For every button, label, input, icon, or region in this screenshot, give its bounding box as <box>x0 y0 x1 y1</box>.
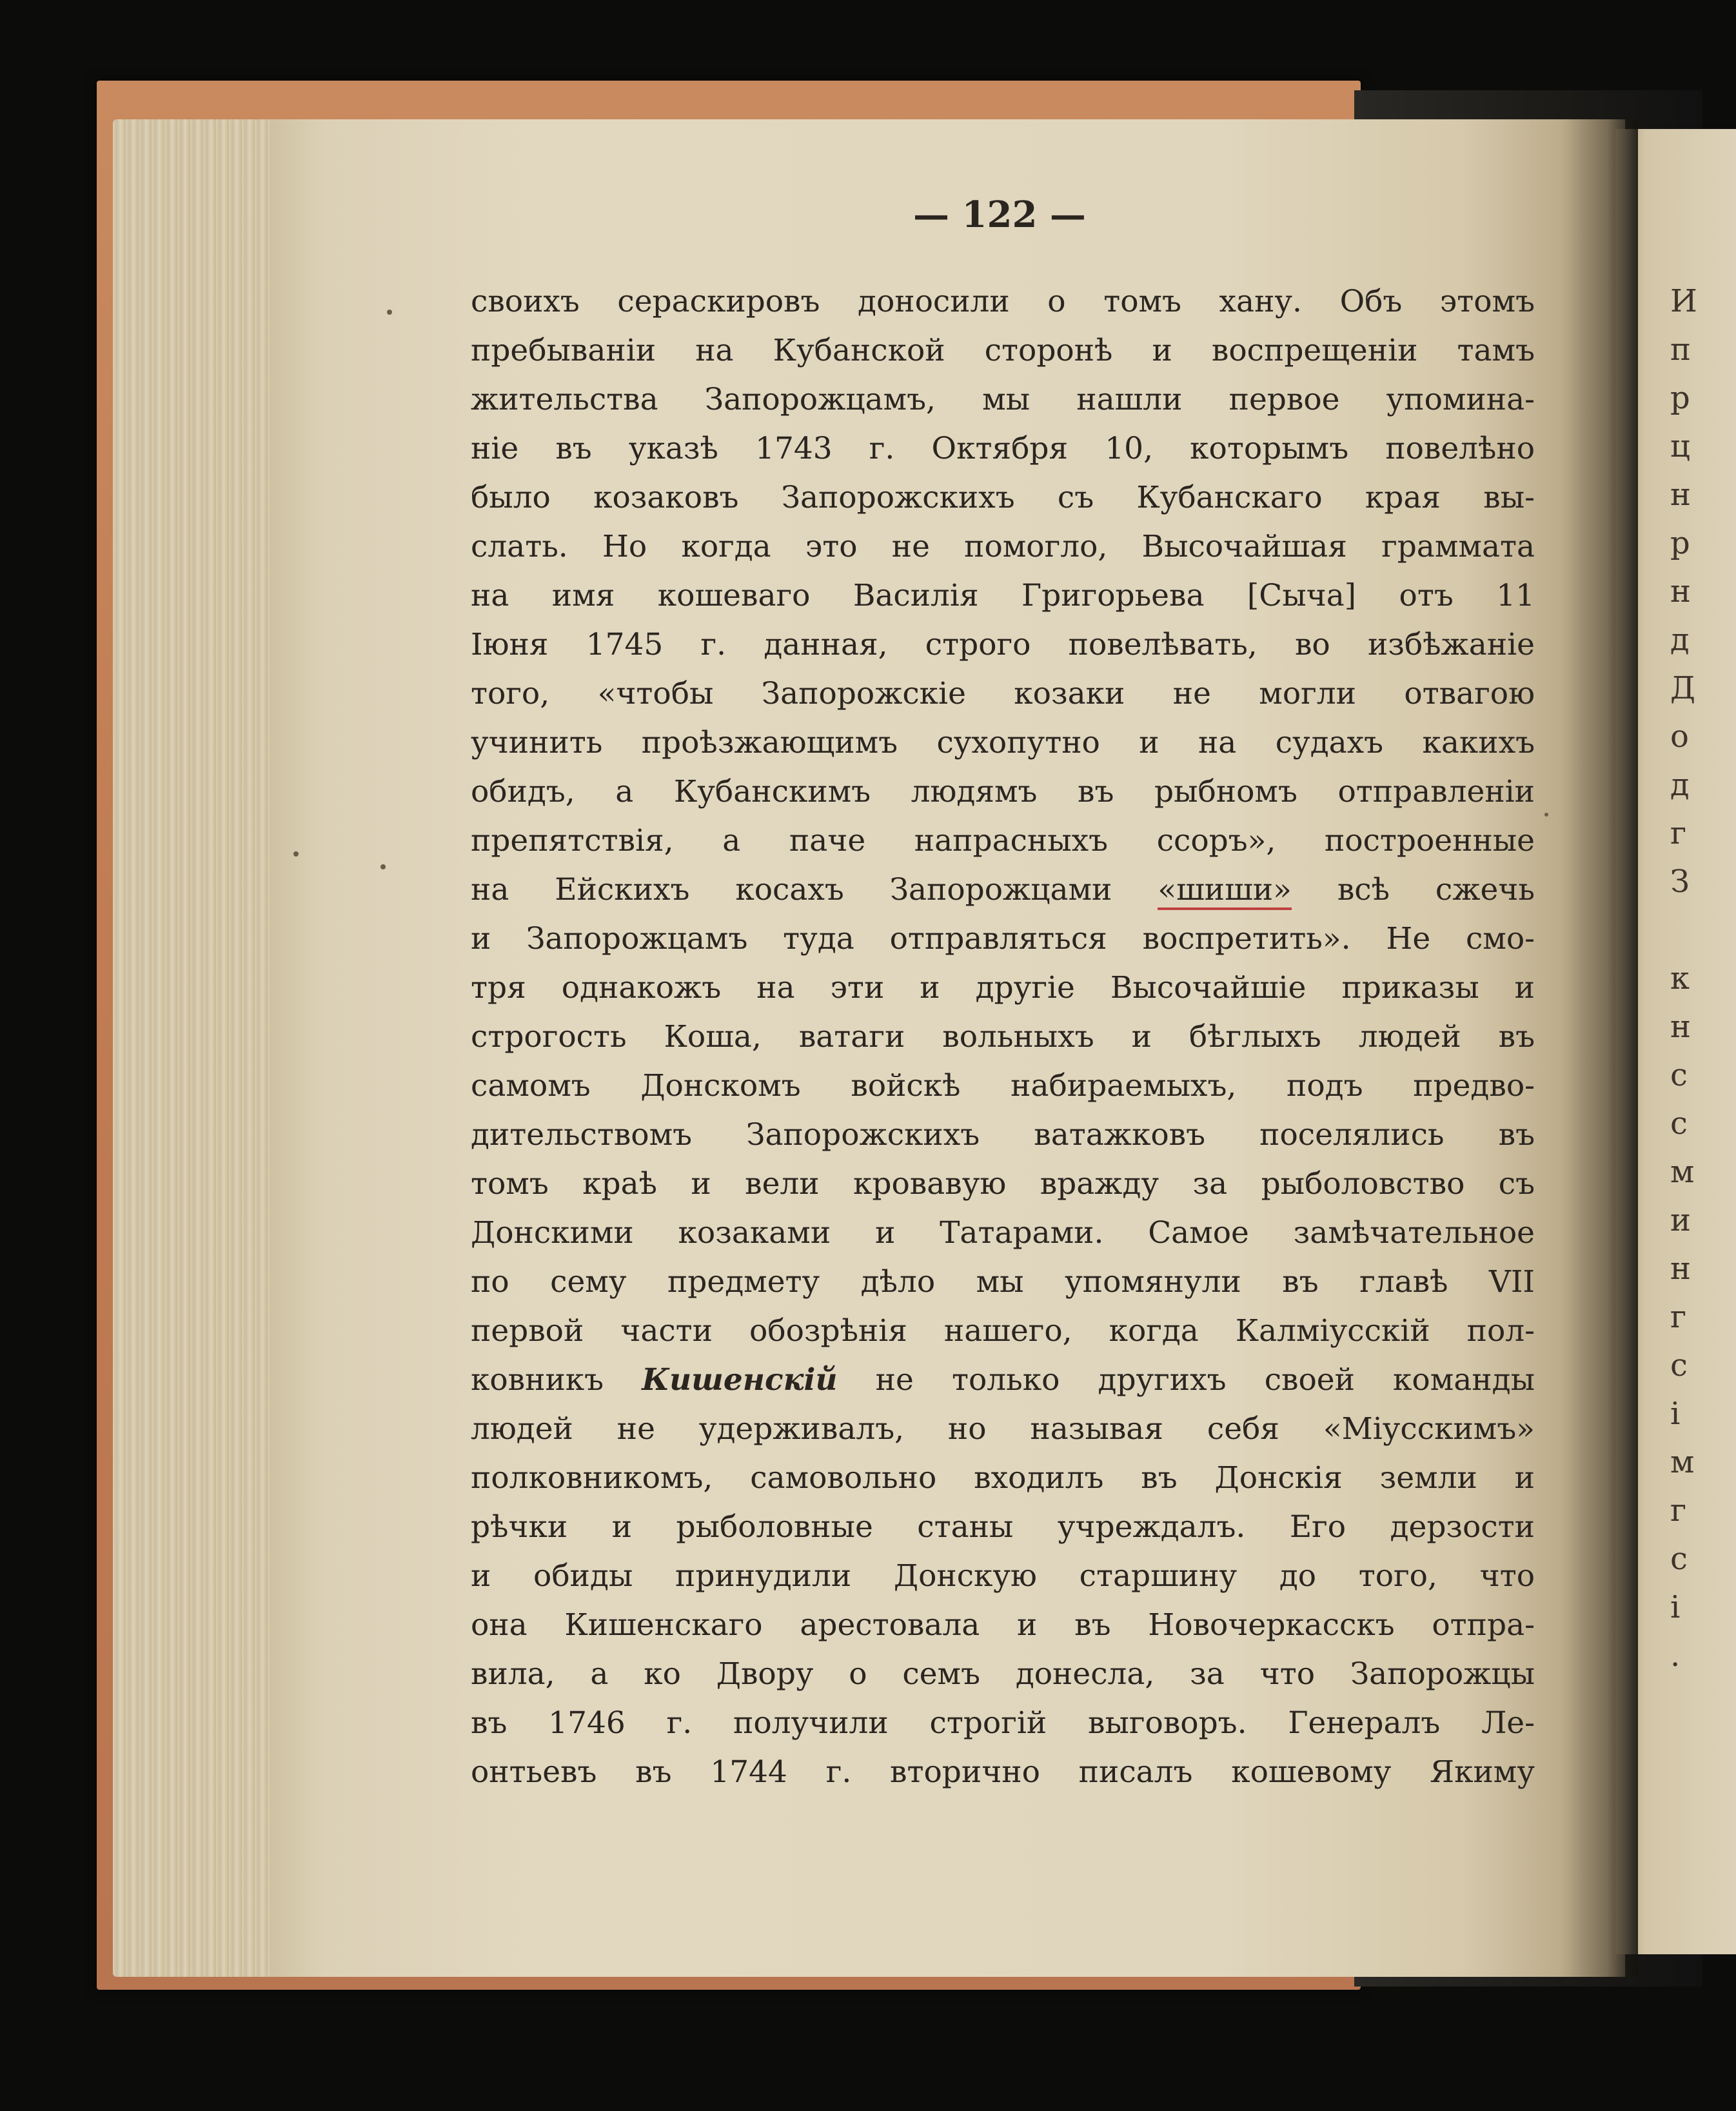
fragment-line: с <box>1670 1347 1688 1383</box>
fragment-line: З <box>1670 864 1690 900</box>
text-line: ніе въ указѣ 1743 г. Октября 10, которымъ повелѣно <box>471 431 1535 466</box>
fragment-line: к <box>1670 960 1690 996</box>
paper-speck <box>387 310 392 315</box>
text-line: того, «чтобы Запорожскіе козаки не могли отвагою <box>471 676 1535 711</box>
text-line: жительства Запорожцамъ, мы нашли первое упомина- <box>471 382 1535 417</box>
text-line: Іюня 1745 г. данная, строго повелѣвать, во избѣжаніе <box>471 627 1535 662</box>
fragment-line: о <box>1670 719 1689 755</box>
text-segment: всѣ сжечь <box>1337 872 1535 907</box>
text-line-with-emphasis <box>471 1356 1535 1405</box>
fragment-line: и <box>1670 1202 1691 1238</box>
paper-speck <box>293 851 299 857</box>
text-line: рѣчки и рыболовные станы учреждалъ. Его дерзости <box>471 1509 1535 1545</box>
fragment-line: ц <box>1670 428 1690 464</box>
fragment-line: И <box>1670 283 1697 319</box>
fragment-line: г <box>1670 815 1687 851</box>
text-line: на имя кошеваго Василія Григорьева [Сыча] отъ 11 <box>471 578 1535 613</box>
text-line: она Кишенскаго арестовала и въ Новочеркасскъ отпра- <box>471 1607 1535 1643</box>
fragment-line: н <box>1670 477 1691 513</box>
text-line: первой части обозрѣнія нашего, когда Калміусскій пол- <box>471 1313 1535 1349</box>
fragment-line: д <box>1670 767 1690 803</box>
fragment-line: і <box>1670 1396 1681 1432</box>
text-line: вила, а ко Двору о семъ донесла, за что Запорожцы <box>471 1656 1535 1692</box>
fragment-line: р <box>1670 380 1690 416</box>
fragment-line: с <box>1670 1541 1688 1577</box>
text-line: въ 1746 г. получили строгій выговоръ. Генералъ Ле- <box>471 1705 1535 1741</box>
page-text <box>471 277 1535 1797</box>
paper-speck <box>1544 813 1548 817</box>
fragment-line <box>1670 906 1735 955</box>
fragment-line: і <box>1670 1589 1681 1625</box>
fragment-line: н <box>1670 1009 1691 1045</box>
text-line: строгость Коша, ватаги вольныхъ и бѣглыхъ людей въ <box>471 1019 1535 1055</box>
text-line: по сему предмету дѣло мы упомянули въ главѣ VII <box>471 1264 1535 1300</box>
page-edges <box>113 119 281 1977</box>
text-line: тря однакожъ на эти и другіе Высочайшіе приказы и <box>471 970 1535 1006</box>
text-line: препятствія, а паче напрасныхъ ссоръ», построенные <box>471 823 1535 858</box>
text-line: и обиды принудили Донскую старшину до того, что <box>471 1558 1535 1594</box>
text-line: полковникомъ, самовольно входилъ въ Донскія земли и <box>471 1460 1535 1496</box>
fragment-line: н <box>1670 1251 1691 1287</box>
text-line: обидъ, а Кубанскимъ людямъ въ рыбномъ отправленіи <box>471 774 1535 809</box>
fragment-line: г <box>1670 1492 1687 1529</box>
fragment-line: р <box>1670 525 1690 561</box>
fragment-line: Д <box>1670 670 1696 706</box>
text-line: самомъ Донскомъ войскѣ набираемыхъ, подъ предво- <box>471 1068 1535 1104</box>
text-line: людей не удерживалъ, но называя себя «Міусскимъ» <box>471 1411 1535 1447</box>
fragment-line: м <box>1670 1154 1695 1190</box>
emphasized-name: Кишенскій <box>642 1362 838 1398</box>
text-line: Донскими козаками и Татарами. Самое замѣчательное <box>471 1215 1535 1251</box>
fragment-line: с <box>1670 1057 1688 1093</box>
fragment-line: д <box>1670 622 1690 658</box>
text-line: онтьевъ въ 1744 г. вторично писалъ кошевому Якиму <box>471 1754 1535 1790</box>
text-line: томъ краѣ и вели кровавую вражду за рыболовство съ <box>471 1166 1535 1202</box>
text-line: и Запорожцамъ туда отправляться воспретить». Не смо- <box>471 921 1535 956</box>
fragment-line: г <box>1670 1299 1687 1335</box>
text-line: учинить проѣзжающимъ сухопутно и на судахъ какихъ <box>471 725 1535 760</box>
text-line: своихъ сераскировъ доносили о томъ хану. Объ этомъ <box>471 284 1535 319</box>
text-line: слать. Но когда это не помогло, Высочайшая граммата <box>471 529 1535 564</box>
underlined-word: «шиши» <box>1158 872 1292 910</box>
fragment-line: п <box>1670 332 1691 368</box>
fragment-line: н <box>1670 573 1691 610</box>
text-segment: не только другихъ своей команды <box>875 1362 1535 1398</box>
page-number: — 122 — <box>913 193 1086 236</box>
text-segment: на Ейскихъ косахъ Запорожцами <box>471 872 1112 907</box>
paper-speck <box>380 864 386 869</box>
next-page-text-fragments <box>1670 277 1735 1680</box>
fragment-line: . <box>1670 1638 1681 1674</box>
fragment-line: с <box>1670 1105 1688 1142</box>
text-segment: ковникъ <box>471 1362 604 1398</box>
text-line: было козаковъ Запорожскихъ съ Кубанскаго края вы- <box>471 480 1535 515</box>
gutter-shadow <box>1561 119 1638 1977</box>
fragment-line: м <box>1670 1444 1695 1480</box>
text-line-with-underline <box>471 866 1535 915</box>
text-line: пребываніи на Кубанской сторонѣ и воспрещеніи тамъ <box>471 333 1535 368</box>
text-line: дительствомъ Запорожскихъ ватажковъ поселялись въ <box>471 1117 1535 1153</box>
